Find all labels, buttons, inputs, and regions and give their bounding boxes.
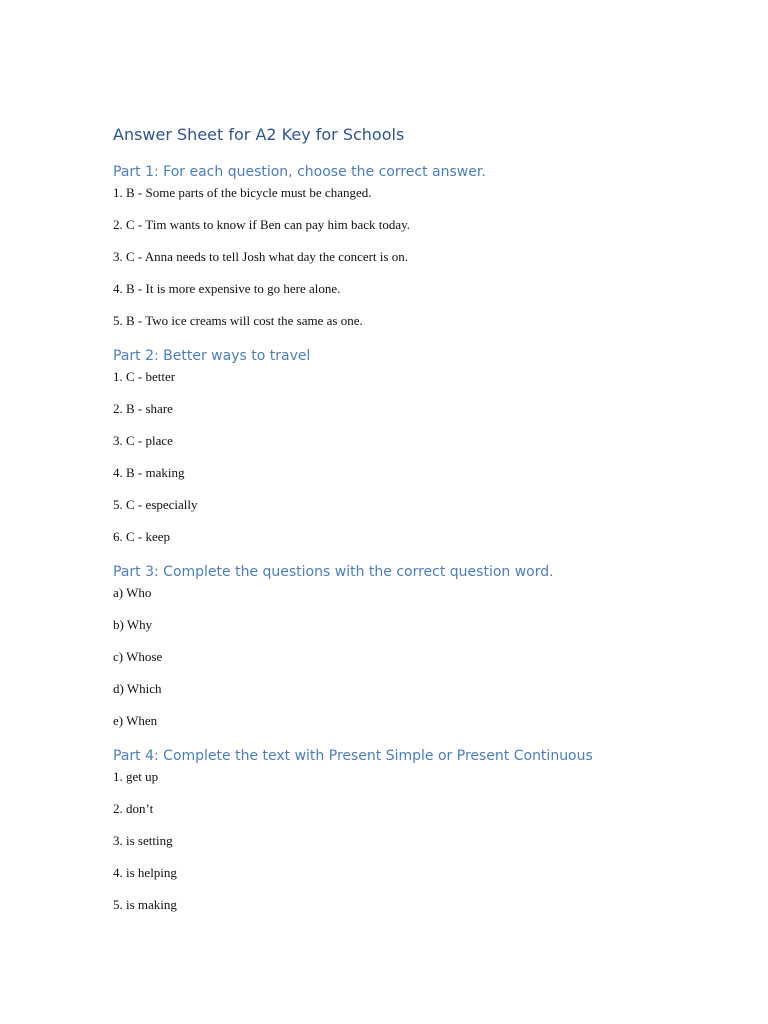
- section-part-2: [113, 345, 310, 559]
- answer-item: e) When: [113, 713, 158, 728]
- answer-item: a) Who: [113, 585, 152, 600]
- answer-item: 2. C - Tim wants to know if Ben can pay him back today.: [113, 217, 411, 232]
- section-part-1: [113, 161, 486, 343]
- answer-item: 5. C - especially: [113, 497, 198, 512]
- section-heading: Part 2: Better ways to travel: [113, 348, 311, 364]
- answer-item: 2. B - share: [113, 401, 173, 416]
- answer-item: 3. C - Anna needs to tell Josh what day the concert is on.: [113, 249, 408, 264]
- answer-item: d) Which: [113, 681, 162, 696]
- answer-item: 2. don’t: [113, 801, 154, 816]
- answer-list: [113, 367, 310, 559]
- document-title: Answer Sheet for A2 Key for Schools: [113, 125, 405, 144]
- answer-item: 1. B - Some parts of the bicycle must be changed.: [113, 185, 372, 200]
- section-heading: Part 1: For each question, choose the correct answer.: [113, 164, 486, 180]
- answer-list: [113, 183, 486, 343]
- answer-item: 3. C - place: [113, 433, 173, 448]
- answer-item: 4. B - making: [113, 465, 185, 480]
- answer-list: [113, 583, 554, 743]
- answer-item: 4. B - It is more expensive to go here alone.: [113, 281, 341, 296]
- answer-item: 1. C - better: [113, 369, 176, 384]
- answer-item: 5. B - Two ice creams will cost the same as one.: [113, 313, 363, 328]
- answer-item: b) Why: [113, 617, 153, 632]
- section-heading: Part 4: Complete the text with Present Simple or Present Continuous: [113, 748, 593, 764]
- answer-item: 1. get up: [113, 769, 159, 784]
- answer-item: 6. C - keep: [113, 529, 171, 544]
- answer-item: 5. is making: [113, 897, 177, 912]
- section-part-3: [113, 561, 554, 743]
- section-heading: Part 3: Complete the questions with the correct question word.: [113, 564, 554, 580]
- answer-item: 3. is setting: [113, 833, 173, 848]
- answer-item: c) Whose: [113, 649, 163, 664]
- section-part-4: [113, 745, 593, 927]
- answer-list: [113, 767, 593, 927]
- answer-item: 4. is helping: [113, 865, 177, 880]
